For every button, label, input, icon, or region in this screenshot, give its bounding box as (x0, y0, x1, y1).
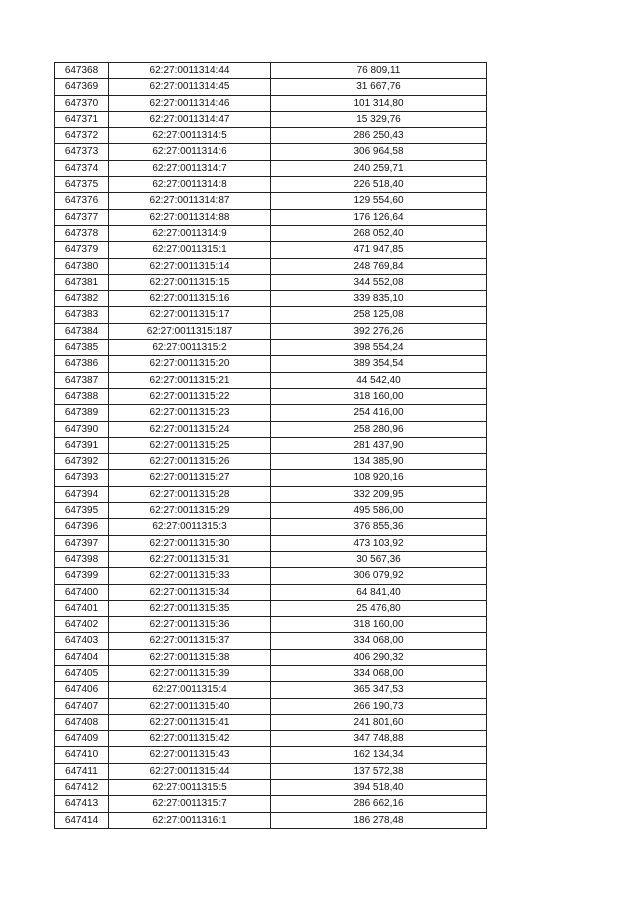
table-row (55, 144, 487, 160)
value-cell: 347 748,88 (271, 731, 487, 747)
row-number-cell: 647391 (55, 437, 109, 453)
cadastral-number-cell: 62:27:0011315:17 (109, 307, 271, 323)
value-cell: 394 518,40 (271, 780, 487, 796)
cadastral-number-cell: 62:27:0011314:9 (109, 225, 271, 241)
row-number-cell: 647395 (55, 503, 109, 519)
table-row (55, 209, 487, 225)
value-cell: 44 542,40 (271, 372, 487, 388)
table-row (55, 372, 487, 388)
row-number-cell: 647385 (55, 340, 109, 356)
row-number-cell: 647377 (55, 209, 109, 225)
table-row (55, 274, 487, 290)
cadastral-number-cell: 62:27:0011315:26 (109, 454, 271, 470)
row-number-cell: 647399 (55, 568, 109, 584)
table-row (55, 812, 487, 828)
table-row (55, 421, 487, 437)
value-cell: 306 964,58 (271, 144, 487, 160)
row-number-cell: 647380 (55, 258, 109, 274)
cadastral-number-cell: 62:27:0011315:39 (109, 665, 271, 681)
value-cell: 30 567,36 (271, 551, 487, 567)
table-row (55, 714, 487, 730)
value-cell: 241 801,60 (271, 714, 487, 730)
table-row (55, 454, 487, 470)
table-row (55, 225, 487, 241)
row-number-cell: 647393 (55, 470, 109, 486)
row-number-cell: 647392 (55, 454, 109, 470)
value-cell: 286 250,43 (271, 128, 487, 144)
value-cell: 365 347,53 (271, 682, 487, 698)
cadastral-number-cell: 62:27:0011315:43 (109, 747, 271, 763)
row-number-cell: 647400 (55, 584, 109, 600)
table-row (55, 160, 487, 176)
table-row (55, 111, 487, 127)
table-row (55, 617, 487, 633)
table-row (55, 242, 487, 258)
value-cell: 406 290,32 (271, 649, 487, 665)
row-number-cell: 647368 (55, 63, 109, 79)
value-cell: 318 160,00 (271, 388, 487, 404)
value-cell: 25 476,80 (271, 600, 487, 616)
value-cell: 162 134,34 (271, 747, 487, 763)
cadastral-number-cell: 62:27:0011315:20 (109, 356, 271, 372)
value-cell: 108 920,16 (271, 470, 487, 486)
value-cell: 258 125,08 (271, 307, 487, 323)
row-number-cell: 647372 (55, 128, 109, 144)
value-cell: 240 259,71 (271, 160, 487, 176)
row-number-cell: 647370 (55, 95, 109, 111)
cadastral-number-cell: 62:27:0011314:8 (109, 177, 271, 193)
table-row (55, 731, 487, 747)
cadastral-number-cell: 62:27:0011315:3 (109, 519, 271, 535)
table-body (55, 63, 487, 829)
value-cell: 334 068,00 (271, 665, 487, 681)
cadastral-number-cell: 62:27:0011314:88 (109, 209, 271, 225)
value-cell: 392 276,26 (271, 323, 487, 339)
value-cell: 389 354,54 (271, 356, 487, 372)
value-cell: 306 079,92 (271, 568, 487, 584)
cadastral-number-cell: 62:27:0011315:15 (109, 274, 271, 290)
value-cell: 76 809,11 (271, 63, 487, 79)
table-row (55, 503, 487, 519)
value-cell: 318 160,00 (271, 617, 487, 633)
table-row (55, 95, 487, 111)
row-number-cell: 647410 (55, 747, 109, 763)
value-cell: 473 103,92 (271, 535, 487, 551)
table-row (55, 551, 487, 567)
value-cell: 186 278,48 (271, 812, 487, 828)
row-number-cell: 647382 (55, 291, 109, 307)
row-number-cell: 647408 (55, 714, 109, 730)
cadastral-number-cell: 62:27:0011315:37 (109, 633, 271, 649)
row-number-cell: 647402 (55, 617, 109, 633)
cadastral-number-cell: 62:27:0011314:6 (109, 144, 271, 160)
cadastral-number-cell: 62:27:0011315:4 (109, 682, 271, 698)
row-number-cell: 647388 (55, 388, 109, 404)
cadastral-number-cell: 62:27:0011315:1 (109, 242, 271, 258)
row-number-cell: 647378 (55, 225, 109, 241)
value-cell: 137 572,38 (271, 763, 487, 779)
cadastral-value-table (54, 62, 487, 829)
row-number-cell: 647369 (55, 79, 109, 95)
table-row (55, 388, 487, 404)
cadastral-number-cell: 62:27:0011315:30 (109, 535, 271, 551)
value-cell: 226 518,40 (271, 177, 487, 193)
cadastral-number-cell: 62:27:0011314:7 (109, 160, 271, 176)
row-number-cell: 647389 (55, 405, 109, 421)
table-row (55, 747, 487, 763)
value-cell: 15 329,76 (271, 111, 487, 127)
table-row (55, 682, 487, 698)
table-row (55, 763, 487, 779)
row-number-cell: 647403 (55, 633, 109, 649)
table-row (55, 486, 487, 502)
row-number-cell: 647397 (55, 535, 109, 551)
value-cell: 266 190,73 (271, 698, 487, 714)
cadastral-number-cell: 62:27:0011315:2 (109, 340, 271, 356)
value-cell: 176 126,64 (271, 209, 487, 225)
cadastral-number-cell: 62:27:0011315:41 (109, 714, 271, 730)
cadastral-number-cell: 62:27:0011315:36 (109, 617, 271, 633)
table-row (55, 63, 487, 79)
table-row (55, 340, 487, 356)
table-row (55, 470, 487, 486)
cadastral-number-cell: 62:27:0011314:5 (109, 128, 271, 144)
table-row (55, 649, 487, 665)
row-number-cell: 647383 (55, 307, 109, 323)
table-row (55, 405, 487, 421)
table-row (55, 535, 487, 551)
cadastral-number-cell: 62:27:0011315:24 (109, 421, 271, 437)
value-cell: 344 552,08 (271, 274, 487, 290)
value-cell: 334 068,00 (271, 633, 487, 649)
value-cell: 339 835,10 (271, 291, 487, 307)
row-number-cell: 647407 (55, 698, 109, 714)
row-number-cell: 647386 (55, 356, 109, 372)
value-cell: 64 841,40 (271, 584, 487, 600)
cadastral-number-cell: 62:27:0011315:16 (109, 291, 271, 307)
value-cell: 286 662,16 (271, 796, 487, 812)
value-cell: 258 280,96 (271, 421, 487, 437)
cadastral-number-cell: 62:27:0011315:44 (109, 763, 271, 779)
value-cell: 398 554,24 (271, 340, 487, 356)
value-cell: 248 769,84 (271, 258, 487, 274)
row-number-cell: 647398 (55, 551, 109, 567)
cadastral-number-cell: 62:27:0011316:1 (109, 812, 271, 828)
table-row (55, 79, 487, 95)
row-number-cell: 647396 (55, 519, 109, 535)
cadastral-number-cell: 62:27:0011315:27 (109, 470, 271, 486)
cadastral-number-cell: 62:27:0011315:7 (109, 796, 271, 812)
row-number-cell: 647412 (55, 780, 109, 796)
row-number-cell: 647409 (55, 731, 109, 747)
cadastral-number-cell: 62:27:0011314:46 (109, 95, 271, 111)
table-row (55, 519, 487, 535)
value-cell: 332 209,95 (271, 486, 487, 502)
row-number-cell: 647376 (55, 193, 109, 209)
cadastral-number-cell: 62:27:0011315:22 (109, 388, 271, 404)
value-cell: 254 416,00 (271, 405, 487, 421)
value-cell: 101 314,80 (271, 95, 487, 111)
row-number-cell: 647374 (55, 160, 109, 176)
value-cell: 268 052,40 (271, 225, 487, 241)
row-number-cell: 647384 (55, 323, 109, 339)
table-row (55, 323, 487, 339)
table-row (55, 258, 487, 274)
table-row (55, 568, 487, 584)
value-cell: 31 667,76 (271, 79, 487, 95)
row-number-cell: 647371 (55, 111, 109, 127)
cadastral-number-cell: 62:27:0011315:187 (109, 323, 271, 339)
value-cell: 471 947,85 (271, 242, 487, 258)
table-row (55, 633, 487, 649)
cadastral-number-cell: 62:27:0011315:25 (109, 437, 271, 453)
value-cell: 281 437,90 (271, 437, 487, 453)
row-number-cell: 647411 (55, 763, 109, 779)
row-number-cell: 647387 (55, 372, 109, 388)
cadastral-number-cell: 62:27:0011315:38 (109, 649, 271, 665)
row-number-cell: 647381 (55, 274, 109, 290)
row-number-cell: 647414 (55, 812, 109, 828)
table-row (55, 291, 487, 307)
row-number-cell: 647394 (55, 486, 109, 502)
row-number-cell: 647379 (55, 242, 109, 258)
table-row (55, 177, 487, 193)
cadastral-number-cell: 62:27:0011315:34 (109, 584, 271, 600)
row-number-cell: 647401 (55, 600, 109, 616)
cadastral-number-cell: 62:27:0011315:33 (109, 568, 271, 584)
cadastral-number-cell: 62:27:0011315:29 (109, 503, 271, 519)
row-number-cell: 647404 (55, 649, 109, 665)
row-number-cell: 647375 (55, 177, 109, 193)
cadastral-number-cell: 62:27:0011315:23 (109, 405, 271, 421)
table-row (55, 584, 487, 600)
cadastral-number-cell: 62:27:0011314:44 (109, 63, 271, 79)
cadastral-number-cell: 62:27:0011315:14 (109, 258, 271, 274)
value-cell: 129 554,60 (271, 193, 487, 209)
table-row (55, 698, 487, 714)
table-row (55, 356, 487, 372)
table-row (55, 665, 487, 681)
row-number-cell: 647413 (55, 796, 109, 812)
row-number-cell: 647390 (55, 421, 109, 437)
table-row (55, 193, 487, 209)
cadastral-number-cell: 62:27:0011315:5 (109, 780, 271, 796)
table-row (55, 437, 487, 453)
cadastral-number-cell: 62:27:0011315:42 (109, 731, 271, 747)
table-row (55, 796, 487, 812)
cadastral-number-cell: 62:27:0011315:35 (109, 600, 271, 616)
cadastral-number-cell: 62:27:0011315:40 (109, 698, 271, 714)
table-row (55, 128, 487, 144)
value-cell: 495 586,00 (271, 503, 487, 519)
cadastral-number-cell: 62:27:0011315:28 (109, 486, 271, 502)
cadastral-number-cell: 62:27:0011315:31 (109, 551, 271, 567)
value-cell: 376 855,36 (271, 519, 487, 535)
cadastral-number-cell: 62:27:0011315:21 (109, 372, 271, 388)
row-number-cell: 647373 (55, 144, 109, 160)
cadastral-number-cell: 62:27:0011314:45 (109, 79, 271, 95)
row-number-cell: 647406 (55, 682, 109, 698)
value-cell: 134 385,90 (271, 454, 487, 470)
row-number-cell: 647405 (55, 665, 109, 681)
table-row (55, 307, 487, 323)
cadastral-number-cell: 62:27:0011314:87 (109, 193, 271, 209)
table-row (55, 780, 487, 796)
table-row (55, 600, 487, 616)
cadastral-number-cell: 62:27:0011314:47 (109, 111, 271, 127)
